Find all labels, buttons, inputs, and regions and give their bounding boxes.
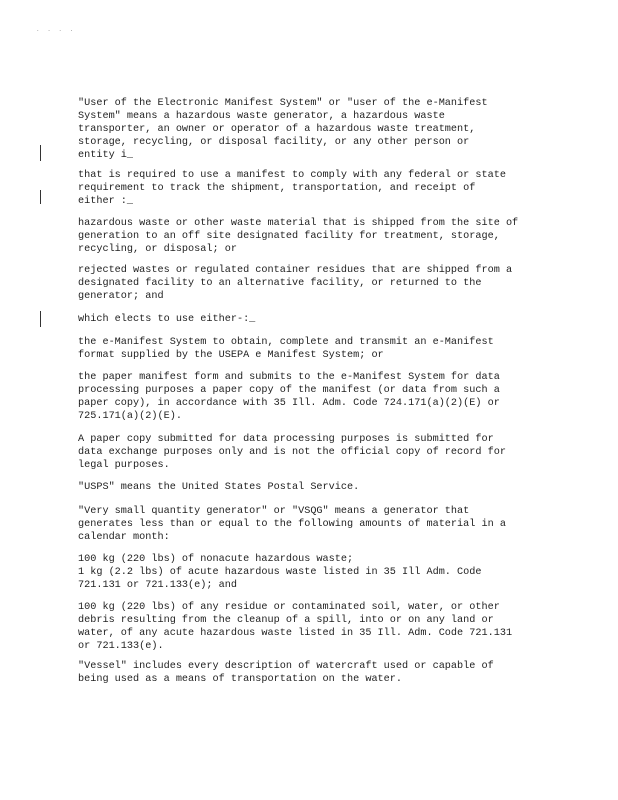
- vsqg-amounts-clause: 100 kg (220 lbs) of nonacute hazardous waste; 1 kg (2.2 lbs) of acute hazardous waste listed in 35 Ill Adm. Code 721.131 or 721.133(e); and: [78, 554, 482, 591]
- rejected-wastes-clause: rejected wastes or regulated container residues that are shipped from a designated facility to an alternative facility, or returned to the generator; and: [78, 265, 513, 302]
- elects-clause: which elects to use either-:_: [78, 314, 256, 325]
- change-bar: [40, 190, 41, 204]
- e-manifest-system-clause: the e-Manifest System to obtain, complete and transmit an e-Manifest format supplied by the USEPA e Manifest System; or: [78, 337, 494, 361]
- paper-manifest-clause: the paper manifest form and submits to the e-Manifest System for data processing purposes a paper copy of the manifest (or data from such a paper copy), in accordance with 35 Ill. Adm. Code 724.171(a)(2)(E) or 725.171(a)(2)(E).: [78, 372, 500, 422]
- change-bar: [40, 311, 41, 327]
- requirement-clause: that is required to use a manifest to comply with any federal or state requirement to track the shipment, transportation, and receipt of either :_: [78, 170, 506, 207]
- definition-vsqg: "Very small quantity generator" or "VSQG" means a generator that generates less than or equal to the following amounts of material in a calendar month:: [78, 506, 506, 543]
- definition-usps: "USPS" means the United States Postal Service.: [78, 482, 360, 493]
- residue-clause: 100 kg (220 lbs) of any residue or contaminated soil, water, or other debris resulting from the cleanup of a spill, into or on any land or water, of any acute hazardous waste listed in 35 Ill. Adm. Code 721.131 or 721.133(e).: [78, 602, 513, 652]
- change-bar: [40, 145, 41, 161]
- definition-user-of-e-manifest: "User of the Electronic Manifest System" or "user of the e-Manifest System" means a hazardous waste generator, a hazardous waste transporter, an owner or operator of a hazardous waste treatment, storage, recycling, or disposal facility, or any other person or entity i_: [78, 98, 488, 161]
- hazardous-waste-clause: hazardous waste or other waste material that is shipped from the site of generation to an off site designated facility for treatment, storage, recycling, or disposal; or: [78, 218, 519, 255]
- definition-vessel: "Vessel" includes every description of watercraft used or capable of being used as a means of transportation on the water.: [78, 661, 494, 685]
- paper-copy-paragraph: A paper copy submitted for data processing purposes is submitted for data exchange purposes only and is not the official copy of record for legal purposes.: [78, 434, 506, 471]
- header-mark: . . . .: [36, 26, 76, 33]
